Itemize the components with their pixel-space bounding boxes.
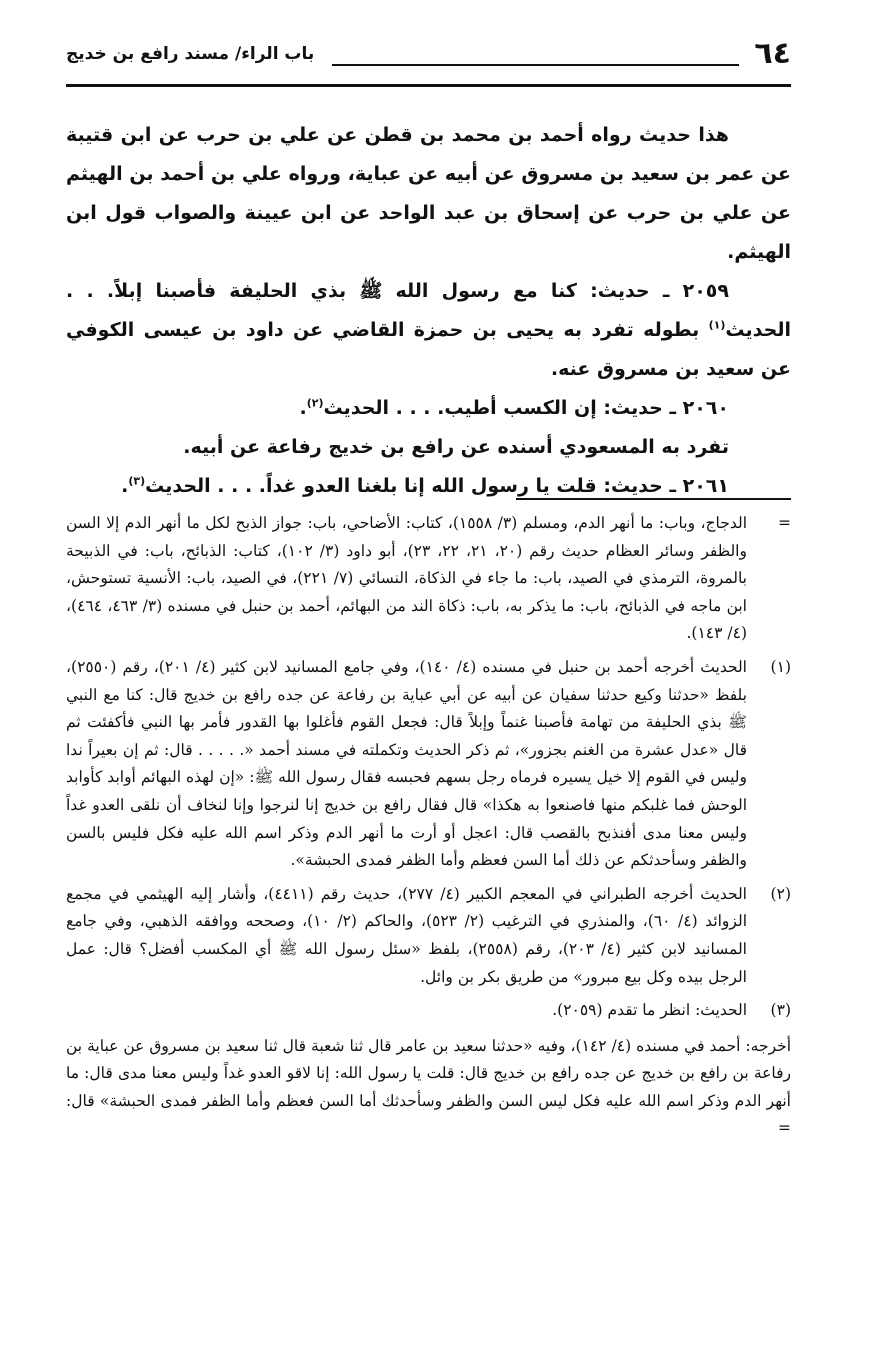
hadith-2061 bbox=[66, 467, 791, 506]
hadith-2060-period: . bbox=[299, 397, 307, 419]
main-text bbox=[66, 116, 791, 506]
page-number: ٦٤ bbox=[754, 36, 791, 71]
running-title: باب الراء/ مسند رافع بن خديج bbox=[66, 44, 315, 64]
footnote-3-marker: (٣) bbox=[770, 1001, 791, 1020]
footnote-3-continued-text: أخرجه: أحمد في مسنده (٤/ ١٤٢)، وفيه «حدثنا سعيد بن عامر قال ثنا شعبة قال ثنا سعيد بن مسروق عن عباية بن رفاعة بن رافع بن خديج عن جده رافع بن خديج قال: قلت يا رسول الله: إنا لاقو العدو غداً وليس معنا مدى قال: ما أنهر الدم وذكر اسم الله عليه فكل ليس السن والظفر وسأحدثك أما السن فعظم وأما الظفر فمدى الحبشة» قال: = bbox=[66, 1036, 792, 1138]
footnote-2-text: الحديث أخرجه الطبراني في المعجم الكبير (٤/ ٢٧٧)، حديث رقم (٤٤١١)، وأشار إليه الهيثمي في مجمع الزوائد (٤/ ٦٠)، والمنذري في الترغيب (٢/ ٥٢٣)، والحاكم (٢/ ١٠)، وصححه ووافقه الذهبي، وفي جامع المسانيد لابن كثير (٤/ ٢٠٣)، رقم (٢٥٥٨)، بلفظ «سئل رسول الله ﷺ أي المكسب أفضل؟ قال: عمل الرجل بيده وكل بيع مبرور» من طريق بكر بن وائل. bbox=[66, 884, 747, 986]
hadith-2061-number: ٢٠٦١ ـ حديث: bbox=[596, 475, 729, 497]
hadith-2060-commentary: تفرد به المسعودي أسنده عن رافع بن خديج رفاعة عن أبيه. bbox=[183, 436, 729, 458]
footnote-continuation-text: الدجاج، وباب: ما أنهر الدم، ومسلم (٣/ ١٥٥٨)، كتاب: الأضاحي، باب: جواز الذبح لكل ما أنهر الدم إلا السن والظفر وسائر العظام حديث رقم (٢٠، ٢١، ٢٢، ٢٣)، أبو داود (٣/ ١٠٢)، كتاب: الذبائح، باب: في الذبيحة بالمروة، الترمذي في الصيد، باب: ما جاء في الذكاة، النسائي (٧/ ٢٢١)، في الصيد، باب: الأنسية تستوحش، ابن ماجه في الذبائح، باب: ما يذكر به، باب: ذكاة الند من البهائم، أحمد بن حنبل في مسنده (٣/ ٤٦٣، ٤٦٤)، (٤/ ١٤٣). bbox=[66, 514, 748, 643]
paragraph-intro: هذا حديث رواه أحمد بن محمد بن قطن عن علي بن حرب عن ابن قتيبة عن عمر بن سعيد بن مسروق عن أبيه عن عباية، ورواه علي بن أحمد بن الهيثم عن علي بن حرب عن إسحاق بن عبد الواحد عن ابن عيينة والصواب قول ابن الهيثم. bbox=[66, 124, 791, 263]
footnotes bbox=[66, 510, 791, 1143]
hadith-2060-number: ٢٠٦٠ ـ حديث: bbox=[596, 397, 729, 419]
hadith-2059-commentary: بطوله تفرد به يحيى بن حمزة القاضي عن داود بن عيسى الكوفي عن سعيد بن مسروق عنه. bbox=[66, 319, 791, 380]
hadith-2061-period: . bbox=[121, 475, 129, 497]
footnote-continuation bbox=[66, 510, 791, 648]
hadith-2061-text: قلت يا رسول الله إنا بلغنا العدو غداً. . . . الحديث bbox=[145, 475, 597, 497]
footnote-3-continued bbox=[66, 1033, 791, 1143]
hadith-2060-text: إن الكسب أطيب. . . . الحديث bbox=[323, 397, 597, 419]
header-rule bbox=[332, 64, 739, 66]
hadith-2059-text: كنا مع رسول الله ﷺ بذي الحليفة فأصبنا إبلاً. . . الحديث bbox=[66, 280, 791, 341]
footnote-2-marker: (٢) bbox=[770, 884, 791, 903]
footnote-separator bbox=[516, 498, 791, 500]
hadith-2059-number: ٢٠٥٩ ـ حديث: bbox=[576, 280, 729, 302]
footnote-3-text: الحديث: انظر ما تقدم (٢٠٥٩). bbox=[552, 1001, 747, 1020]
footnote-2 bbox=[66, 881, 791, 991]
footnote-3 bbox=[66, 997, 791, 1025]
running-header bbox=[66, 38, 791, 87]
continuation-marker: = bbox=[778, 514, 791, 532]
footnote-ref-1[interactable]: (١) bbox=[708, 318, 726, 332]
hadith-2060 bbox=[66, 389, 791, 428]
footnote-1-text: الحديث أخرجه أحمد بن حنبل في مسنده (٤/ ١٤٠)، وفي جامع المسانيد لابن كثير (٤/ ٢٠١)، رقم (٢٥٥٠)، بلفظ «حدثنا وكيع حدثنا سفيان عن أبيه عن أبي عباية بن رفاعة عن جده رافع بن خديج قال: كنا مع النبي ﷺ بذي الحليفة من تهامة فأصبنا غنماً وإبلاً قال: فجعل القوم فأغلوا بها القدور فأمر بها النبي فأكفئت ثم قال «عدل عشرة من الغنم بجزور»، ثم ذكر الحديث وتكملته في مسند أحمد «. . . . . قال: ثم إن بعيراً ندا وليس في القوم إلا خيل يسيره فرماه رجل بسهم فحبسه فقال رسول الله ﷺ: «إن لهذه البهائم أوابد كأوابد الوحش فما غلبكم منها فاصنعوا به هكذا» قال فقال رافع بن خديج إنا لنرجوا وإنا لنخاف أن نلقى العدو غداً وليس معنا مدى أفنذبح بالقصب قال: اعجل أو أرت ما أنهر الدم وذكر اسم الله عليه فكل فليس بالسن والظفر وسأحدثكم عن ذلك أما السن فعظم وأما الظفر فمدى الحبشة». bbox=[66, 657, 747, 870]
footnote-1-marker: (١) bbox=[770, 657, 791, 676]
hadith-2059 bbox=[66, 272, 791, 389]
footnote-ref-3[interactable]: (٣) bbox=[128, 474, 146, 488]
footnote-ref-2[interactable]: (٢) bbox=[306, 396, 324, 410]
footnote-1 bbox=[66, 654, 791, 875]
